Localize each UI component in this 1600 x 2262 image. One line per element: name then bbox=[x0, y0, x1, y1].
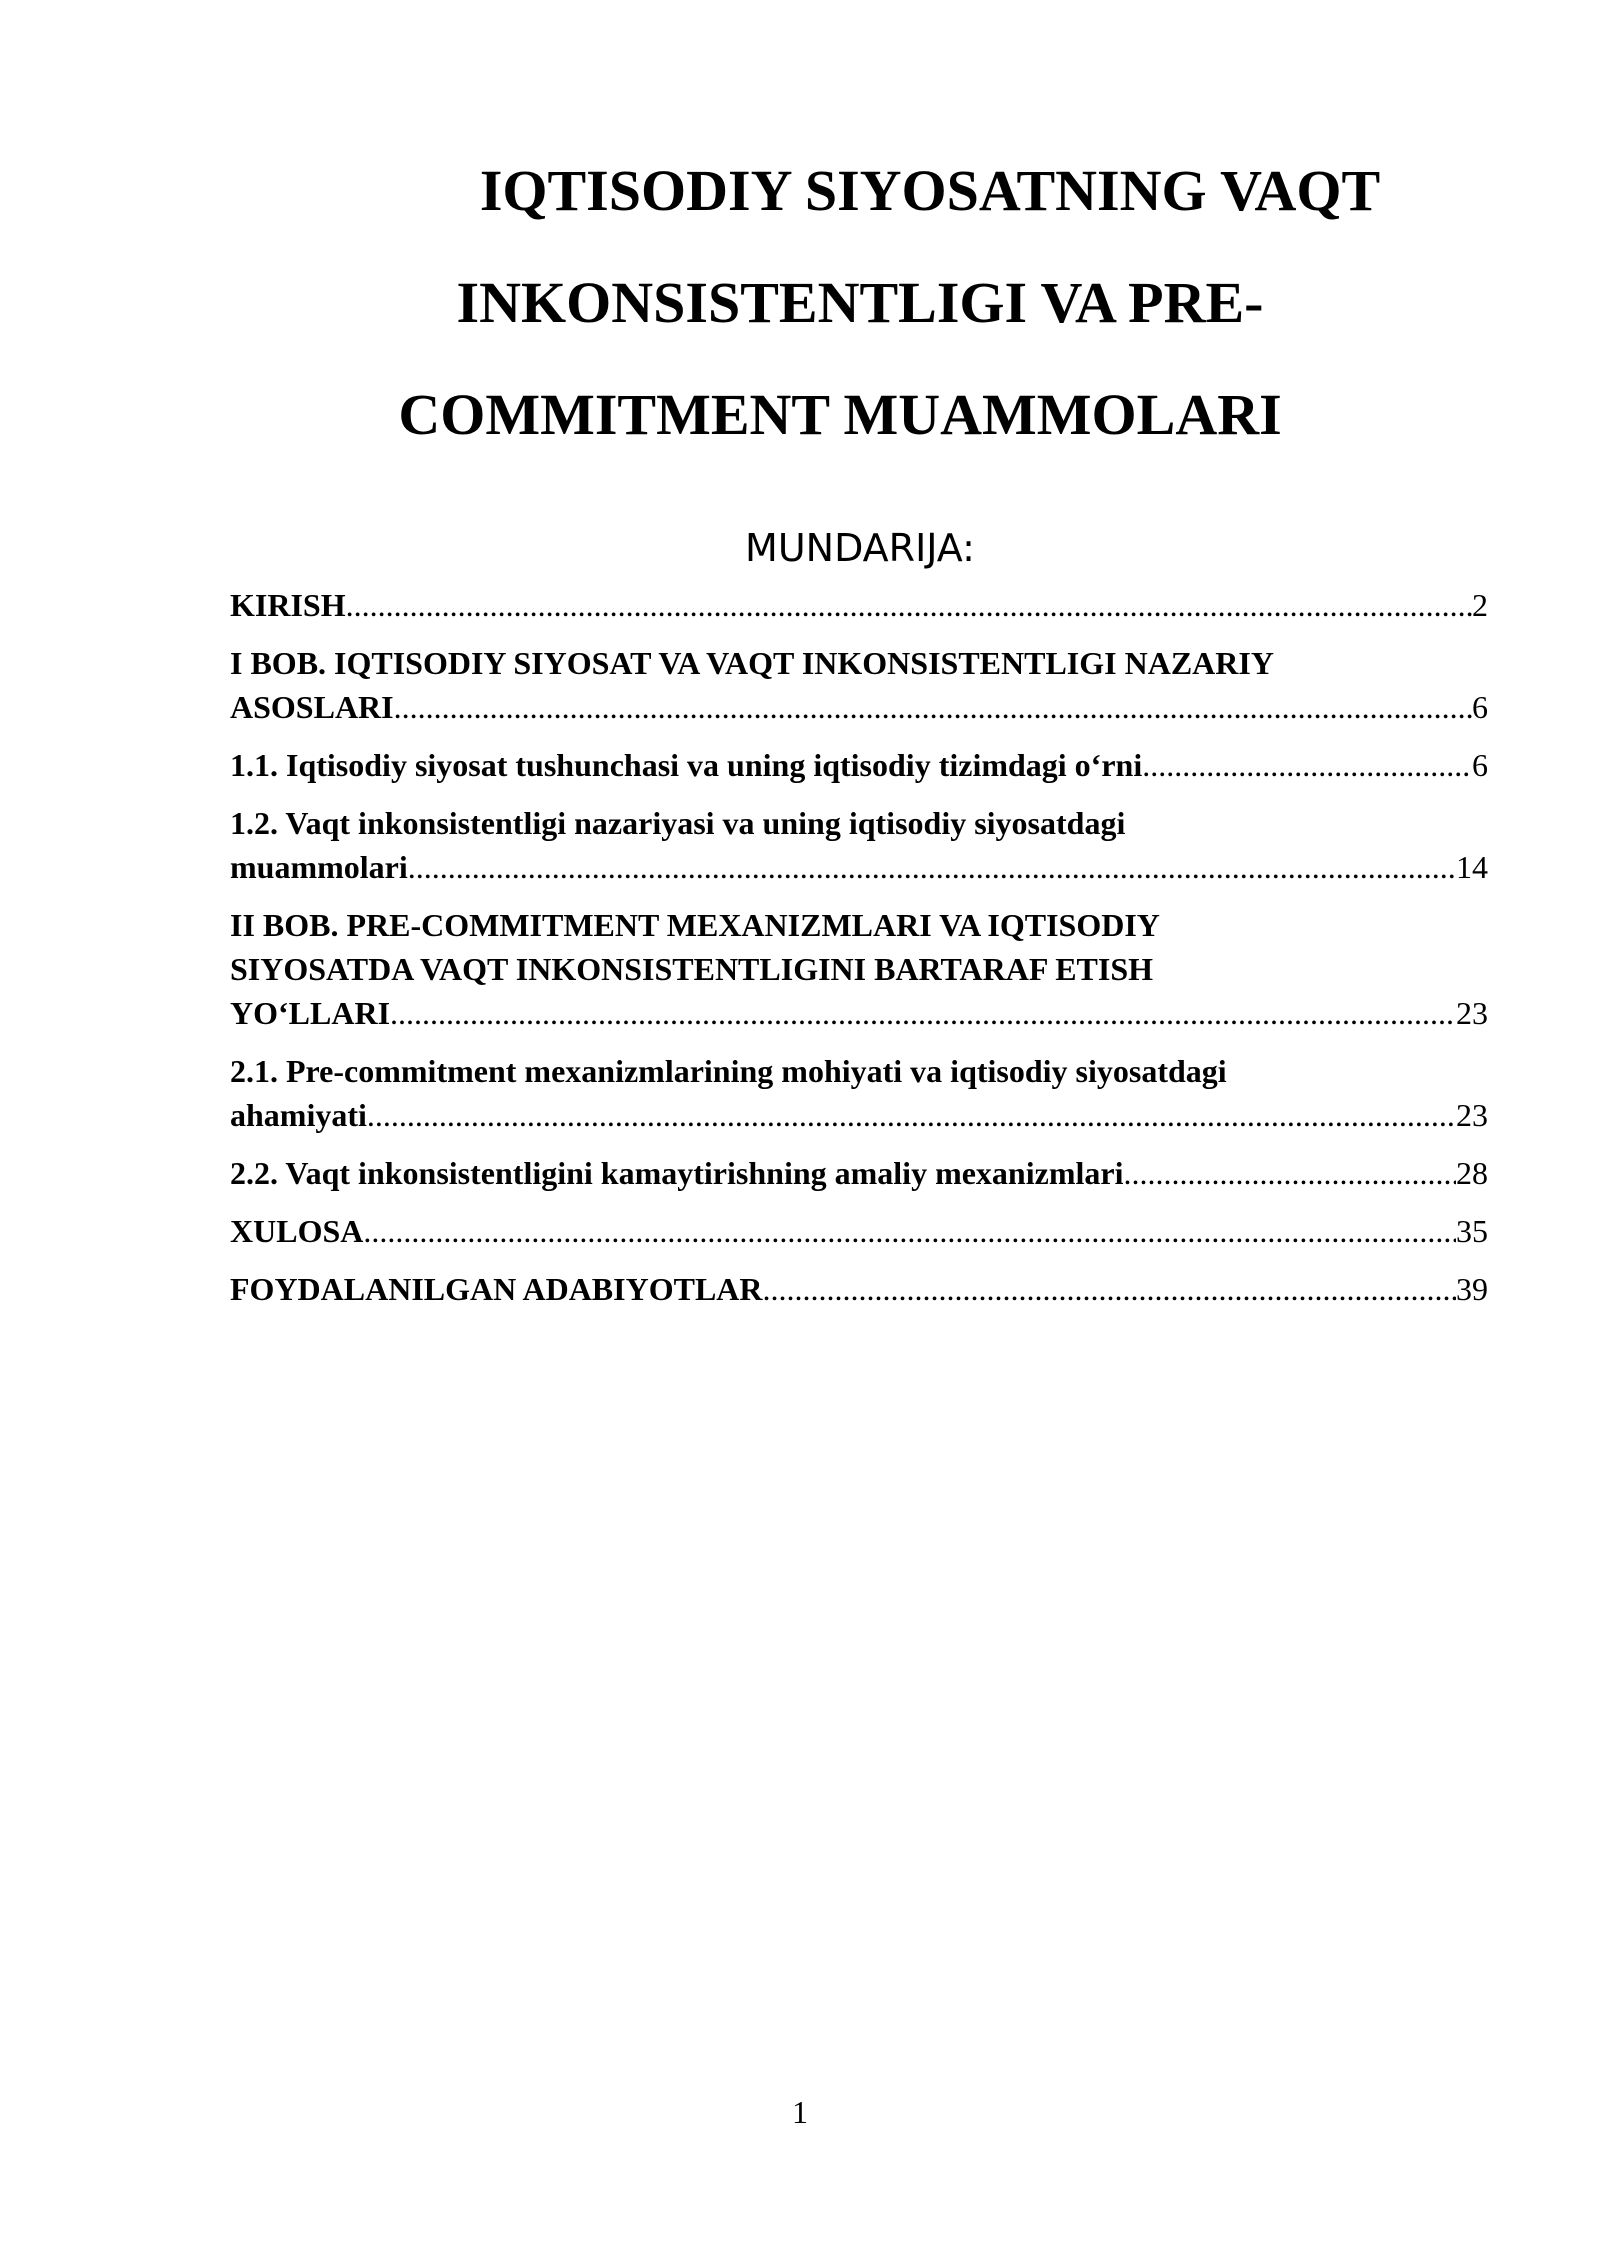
toc-entry-text: FOYDALANILGAN ADABIYOTLAR bbox=[230, 1271, 763, 1307]
page-number: 1 bbox=[792, 2094, 808, 2130]
toc-entry-line bbox=[230, 991, 1488, 1035]
toc-entry-line bbox=[230, 743, 1488, 787]
toc-page-number: 2 bbox=[1472, 587, 1488, 623]
toc-entry[interactable] bbox=[230, 1049, 1488, 1137]
toc-entry-text: SIYOSATDA VAQT INKONSISTENTLIGINI BARTARAF ETISH bbox=[230, 951, 1154, 987]
title-line: INKONSISTENTLIGI VA PRE- bbox=[456, 270, 1264, 335]
toc-entry-text: 1.2. Vaqt inkonsistentligi nazariyasi va uning iqtisodiy siyosatdagi bbox=[230, 805, 1126, 841]
title-line: IQTISODIY SIYOSATNING VAQT bbox=[479, 158, 1381, 223]
toc-page-number: 23 bbox=[1456, 995, 1488, 1031]
toc-dot-leader bbox=[408, 845, 1456, 889]
toc-entry-text: I BOB. IQTISODIY SIYOSAT VA VAQT INKONSISTENTLIGI NAZARIY bbox=[230, 645, 1274, 681]
toc-page-number: 35 bbox=[1456, 1213, 1488, 1249]
toc-entry[interactable] bbox=[230, 903, 1488, 1035]
toc-dot-leader bbox=[1142, 743, 1472, 787]
toc-heading: MUNDARIJA: bbox=[745, 526, 975, 570]
toc-entry[interactable] bbox=[230, 743, 1488, 787]
toc-entry-text: XULOSA bbox=[230, 1213, 364, 1249]
title-line: COMMITMENT MUAMMOLARI bbox=[398, 382, 1282, 447]
toc-page-number: 23 bbox=[1456, 1097, 1488, 1133]
table-of-contents bbox=[230, 583, 1488, 1325]
toc-dot-leader bbox=[1123, 1151, 1456, 1195]
document-title bbox=[330, 135, 1390, 471]
toc-entry-text: muammolari bbox=[230, 849, 408, 885]
toc-page-number: 28 bbox=[1456, 1155, 1488, 1191]
toc-dot-leader bbox=[390, 991, 1456, 1035]
toc-entry-text: 1.1. Iqtisodiy siyosat tushunchasi va uning iqtisodiy tizimdagi o‘rni bbox=[230, 747, 1143, 783]
toc-entry-text: 2.2. Vaqt inkonsistentligini kamaytirishning amaliy mexanizmlari bbox=[230, 1155, 1124, 1191]
toc-entry-text: KIRISH bbox=[230, 587, 346, 623]
toc-entry-text: YO‘LLARI bbox=[230, 995, 391, 1031]
toc-entry[interactable] bbox=[230, 1209, 1488, 1253]
toc-entry-line bbox=[230, 1267, 1488, 1311]
toc-dot-leader bbox=[346, 583, 1472, 627]
toc-entry-text: ASOSLARI bbox=[230, 689, 394, 725]
toc-entry-line bbox=[230, 1209, 1488, 1253]
toc-entry-text: II BOB. PRE-COMMITMENT MEXANIZMLARI VA IQTISODIY bbox=[230, 907, 1160, 943]
toc-entry-line bbox=[230, 1093, 1488, 1137]
toc-entry[interactable] bbox=[230, 1151, 1488, 1195]
toc-page-number: 39 bbox=[1456, 1271, 1488, 1307]
toc-entry-line bbox=[230, 583, 1488, 627]
toc-dot-leader bbox=[367, 1093, 1456, 1137]
toc-entry-line bbox=[230, 845, 1488, 889]
toc-entry[interactable] bbox=[230, 1267, 1488, 1311]
toc-entry[interactable] bbox=[230, 583, 1488, 627]
toc-dot-leader bbox=[763, 1267, 1457, 1311]
toc-dot-leader bbox=[394, 685, 1472, 729]
toc-page-number: 6 bbox=[1472, 689, 1488, 725]
toc-dot-leader bbox=[363, 1209, 1456, 1253]
toc-entry[interactable] bbox=[230, 641, 1488, 729]
toc-entry-text: ahamiyati bbox=[230, 1097, 367, 1133]
toc-page-number: 6 bbox=[1472, 747, 1488, 783]
toc-entry-line bbox=[230, 685, 1488, 729]
toc-entry[interactable] bbox=[230, 801, 1488, 889]
toc-page-number: 14 bbox=[1456, 849, 1488, 885]
toc-entry-text: 2.1. Pre-commitment mexanizmlarining mohiyati va iqtisodiy siyosatdagi bbox=[230, 1053, 1227, 1089]
toc-entry-line bbox=[230, 1151, 1488, 1195]
